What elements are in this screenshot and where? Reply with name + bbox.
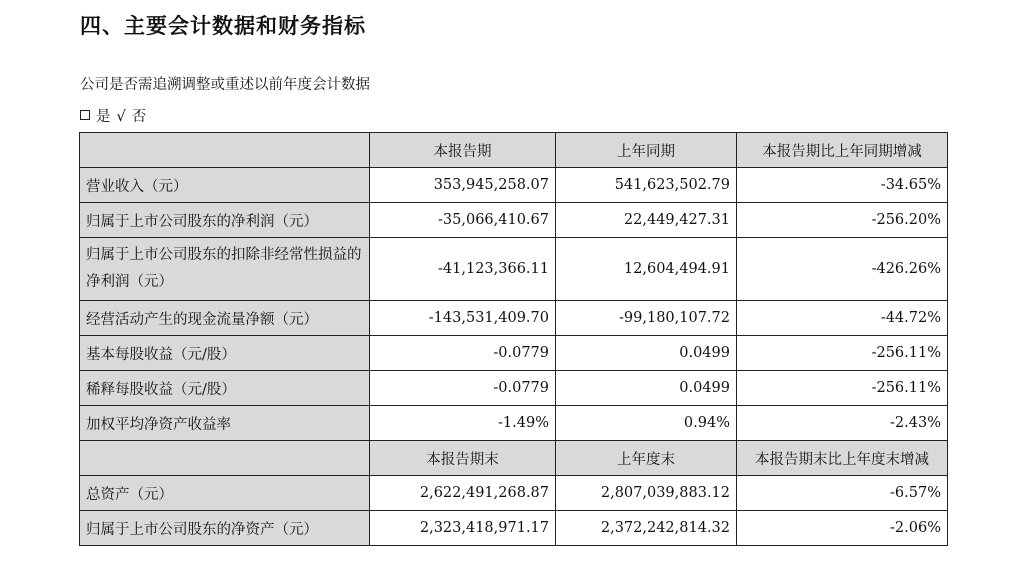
checkbox-empty-icon	[80, 110, 90, 120]
restatement-options	[80, 105, 146, 126]
value-change: -2.06%	[737, 511, 948, 546]
table-header-row	[80, 133, 948, 168]
header-cell-current-period: 本报告期	[370, 133, 556, 168]
row-label: 稀释每股收益（元/股）	[80, 371, 370, 406]
value-change: -6.57%	[737, 476, 948, 511]
section-title: 四、主要会计数据和财务指标	[80, 14, 366, 38]
value-current: -41,123,366.11	[370, 238, 556, 301]
row-label: 归属于上市公司股东的净资产（元）	[80, 511, 370, 546]
table-row	[80, 476, 948, 511]
header-cell-prior-period: 上年同期	[556, 133, 737, 168]
table-header-row	[80, 441, 948, 476]
financial-indicators-table	[79, 132, 948, 546]
table-row	[80, 238, 948, 301]
header-cell-prior-year-end: 上年度末	[556, 441, 737, 476]
table-row	[80, 406, 948, 441]
value-change: -256.11%	[737, 371, 948, 406]
header-cell-change: 本报告期比上年同期增减	[737, 133, 948, 168]
row-label: 营业收入（元）	[80, 168, 370, 203]
value-period-end: 2,323,418,971.17	[370, 511, 556, 546]
value-prior-year-end: 2,372,242,814.32	[556, 511, 737, 546]
value-current: -0.0779	[370, 336, 556, 371]
value-current: -1.49%	[370, 406, 556, 441]
value-change: -426.26%	[737, 238, 948, 301]
value-change: -256.20%	[737, 203, 948, 238]
option-no-label: 否	[131, 109, 147, 125]
check-mark-icon: √	[116, 109, 126, 125]
value-prior: -99,180,107.72	[556, 301, 737, 336]
header-cell-blank	[80, 133, 370, 168]
value-prior: 22,449,427.31	[556, 203, 737, 238]
value-prior: 541,623,502.79	[556, 168, 737, 203]
value-prior: 0.94%	[556, 406, 737, 441]
table-row	[80, 511, 948, 546]
value-current: -0.0779	[370, 371, 556, 406]
table-row	[80, 301, 948, 336]
row-label: 总资产（元）	[80, 476, 370, 511]
value-prior: 0.0499	[556, 336, 737, 371]
option-yes-label: 是	[96, 109, 111, 125]
table-row	[80, 336, 948, 371]
value-current: -35,066,410.67	[370, 203, 556, 238]
value-period-end: 2,622,491,268.87	[370, 476, 556, 511]
value-change: -44.72%	[737, 301, 948, 336]
row-label: 归属于上市公司股东的扣除非经常性损益的净利润（元）	[80, 238, 370, 301]
value-prior-year-end: 2,807,039,883.12	[556, 476, 737, 511]
value-current: -143,531,409.70	[370, 301, 556, 336]
table-row	[80, 203, 948, 238]
table-row	[80, 371, 948, 406]
value-prior: 12,604,494.91	[556, 238, 737, 301]
row-label: 经营活动产生的现金流量净额（元）	[80, 301, 370, 336]
header-cell-blank	[80, 441, 370, 476]
value-current: 353,945,258.07	[370, 168, 556, 203]
value-change: -2.43%	[737, 406, 948, 441]
row-label: 归属于上市公司股东的净利润（元）	[80, 203, 370, 238]
table-row	[80, 168, 948, 203]
value-change: -34.65%	[737, 168, 948, 203]
header-cell-change: 本报告期末比上年度末增减	[737, 441, 948, 476]
row-label: 基本每股收益（元/股）	[80, 336, 370, 371]
value-change: -256.11%	[737, 336, 948, 371]
row-label: 加权平均净资产收益率	[80, 406, 370, 441]
header-cell-period-end: 本报告期末	[370, 441, 556, 476]
value-prior: 0.0499	[556, 371, 737, 406]
restatement-question: 公司是否需追溯调整或重述以前年度会计数据	[80, 77, 370, 93]
